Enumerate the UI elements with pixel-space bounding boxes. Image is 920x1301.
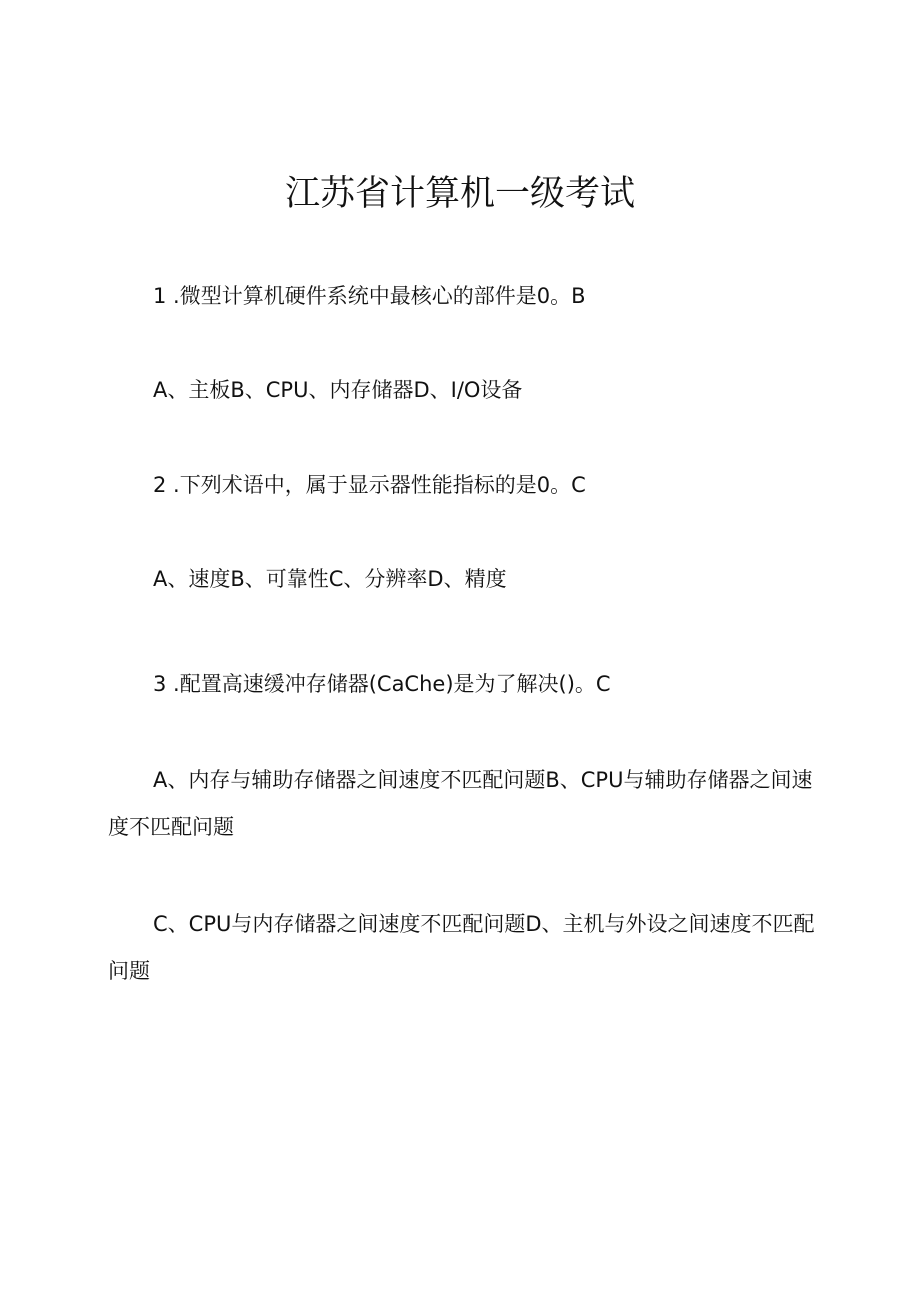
document-title: 江苏省计算机一级考试 — [284, 174, 635, 214]
question-2-options: A、速度B、可靠性C、分辨率D、精度 — [153, 567, 507, 591]
question-3: 3 .配置高速缓冲存储器(CaChe)是为了解决()。C — [153, 672, 611, 696]
question-1: 1 .微型计算机硬件系统中最核心的部件是0。B — [153, 284, 586, 308]
question-1-options: A、主板B、CPU、内存储器D、I/O设备 — [153, 378, 523, 402]
question-3-options-cd: C、CPU与内存储器之间速度不匹配问题D、主机与外设之间速度不匹配问题 — [108, 912, 815, 983]
question-3-options-ab: A、内存与辅助存储器之间速度不匹配问题B、CPU与辅助存储器之间速度不匹配问题 — [108, 768, 813, 839]
question-2: 2 .下列术语中，属于显示器性能指标的是0。C — [153, 473, 586, 497]
